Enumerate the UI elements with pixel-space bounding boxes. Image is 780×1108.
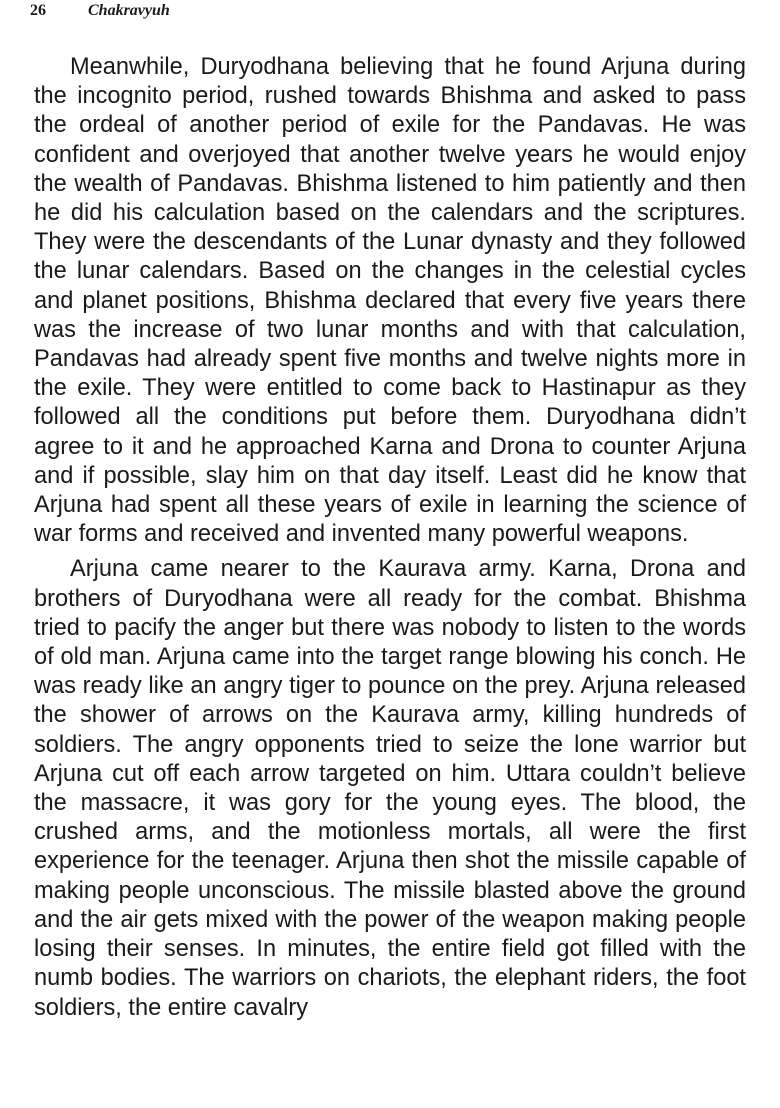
- page-number: 26: [30, 2, 46, 19]
- paragraph-2: Arjuna came nearer to the Kaurava army. Karna, Drona and brothers of Duryodhana were all ready for the combat. Bhishma tried to pacify the anger but there was nobody to listen to the words of old man. Arjuna came into the target range blowing his conch. He was ready like an angry tiger to pounce on the prey. Arjuna released the shower of arrows on the Kaurava army, killing hundreds of soldiers. The angry opponents tried to seize the lone warrior but Arjuna cut off each arrow targeted on him. Uttara couldn’t believe the massacre, it was gory for the young eyes. The blood, the crushed arms, and the motionless mortals, all were the first experience for the teenager. Arjuna then shot the missile capable of making people unconscious. The missile blasted above the ground and the air gets mixed with the power of the weapon making people losing their senses. In minutes, the entire field got filled with the numb bodies. The warriors on chariots, the elephant riders, the foot soldiers, the entire cavalry: [34, 556, 746, 1021]
- book-title: Chakravyuh: [88, 2, 170, 19]
- body-text: [34, 53, 746, 1023]
- running-head: [30, 2, 170, 24]
- paragraph-1: Meanwhile, Duryodhana believing that he found Arjuna during the incognito period, rushed towards Bhishma and asked to pass the ordeal of another period of exile for the Pandavas. He was confident and overjoyed that another twelve years he would enjoy the wealth of Pandavas. Bhishma listened to him patiently and then he did his calculation based on the calendars and the scriptures. They were the descendants of the Lunar dynasty and they followed the lunar calendars. Based on the changes in the celestial cycles and planet positions, Bhishma declared that every five years there was the increase of two lunar months and with that calculation, Pandavas had already spent five months and twelve nights more in the exile. They were entitled to come back to Hastinapur as they followed all the conditions put before them. Duryodhana didn’t agree to it and he approached Karna and Drona to counter Arjuna and if possible, slay him on that day itself. Least did he know that Arjuna had spent all these years of exile in learning the science of war forms and received and invented many powerful weapons.: [34, 54, 746, 548]
